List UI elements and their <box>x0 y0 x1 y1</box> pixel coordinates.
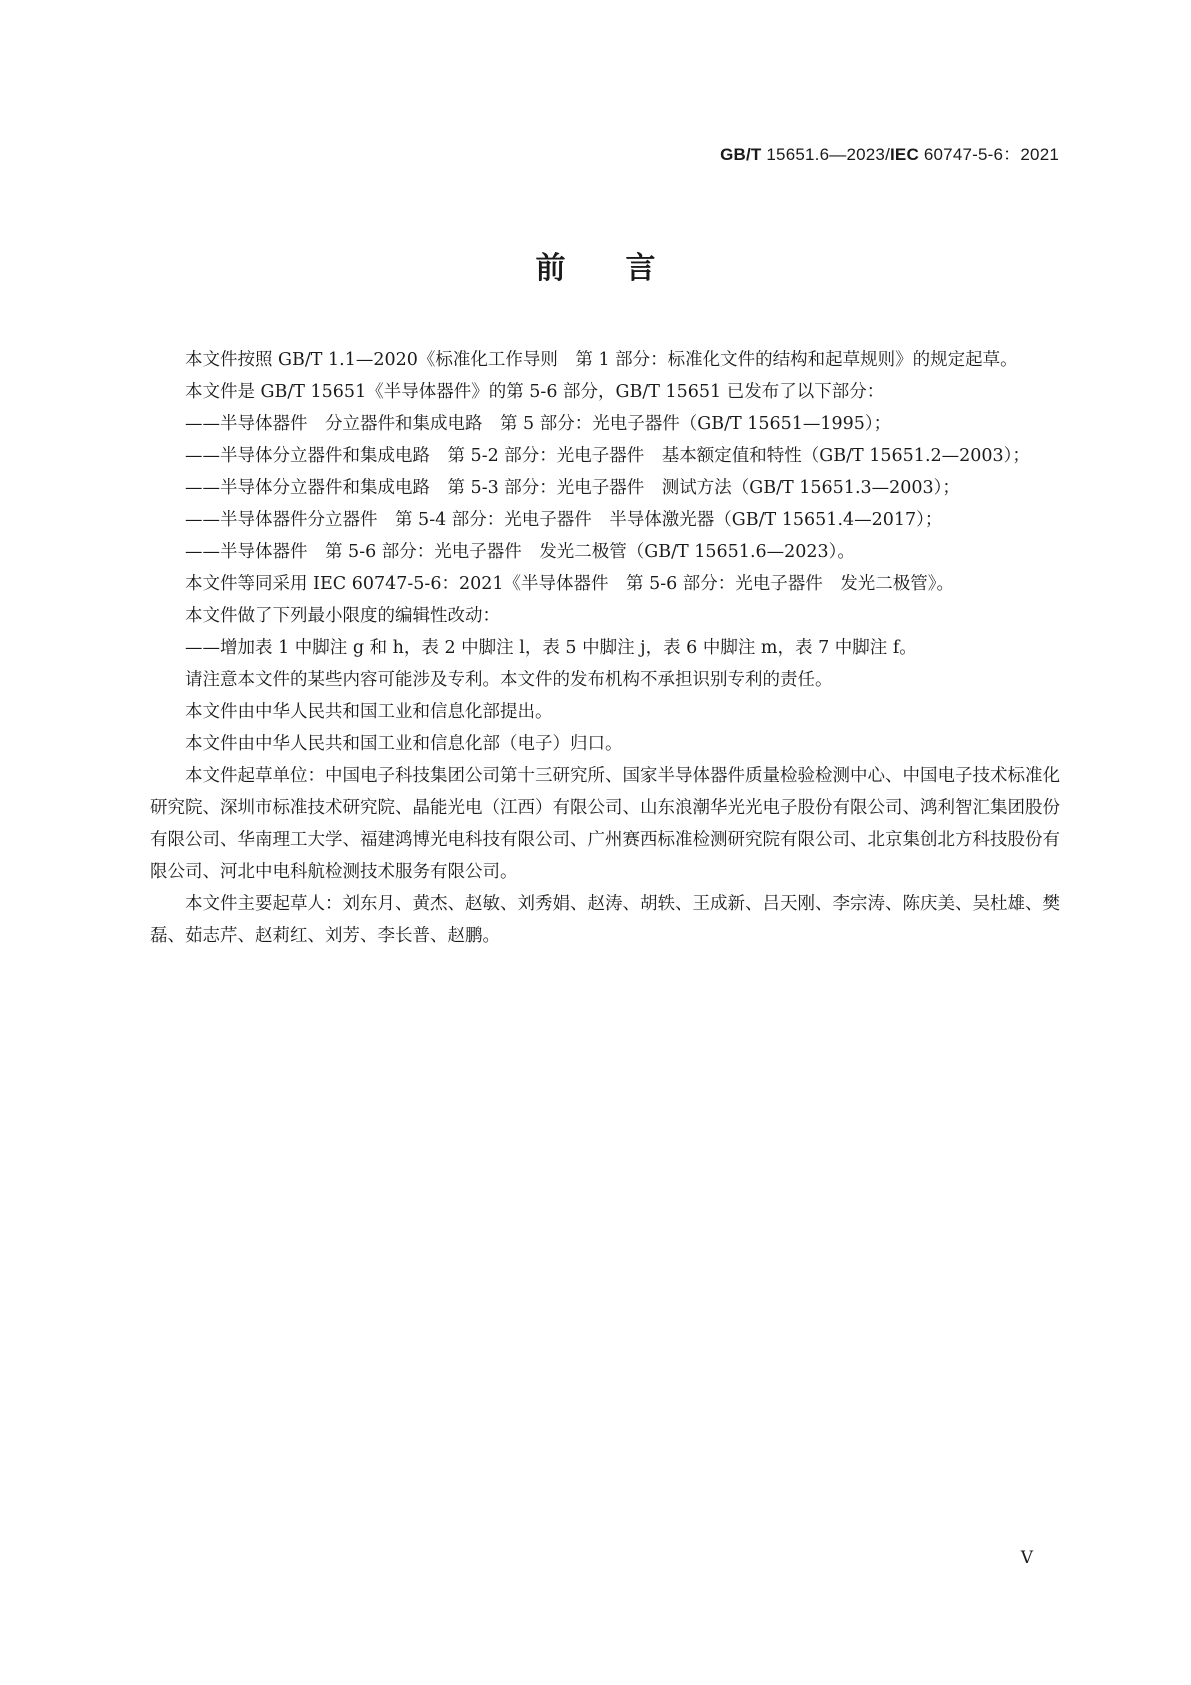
paragraph-centralized-by: 本文件由中华人民共和国工业和信息化部（电子）归口。 <box>185 734 623 754</box>
paragraph-patent-notice: 请注意本文件的某些内容可能涉及专利。本文件的发布机构不承担识别专利的责任。 <box>185 670 833 690</box>
paragraph-drafting-rules: 本文件按照 GB/T 1.1—2020《标准化工作导则 第 1 部分：标准化文件的结构和起草规则》的规定起草。 <box>185 350 1018 370</box>
list-item-part-5-2: ——半导体分立器件和集成电路 第 5-2 部分：光电子器件 基本额定值和特性（GB/T 15651.2—2003）； <box>185 446 1030 466</box>
foreword-body <box>150 344 1060 952</box>
paragraph-drafting-units: 本文件起草单位：中国电子科技集团公司第十三研究所、国家半导体器件质量检验检测中心、中国电子技术标准化研究院、深圳市标准技术研究院、晶能光电（江西）有限公司、山东浪潮华光光电子股份有限公司、鸿利智汇集团股份有限公司、华南理工大学、福建鸿博光电科技有限公司、广州赛西标准检测研究院有限公司、北京集创北方科技股份有限公司、河北中电科航检测技术服务有限公司。 <box>150 766 1060 882</box>
paragraph-adoption: 本文件等同采用 IEC 60747-5-6：2021《半导体器件 第 5-6 部分：光电子器件 发光二极管》。 <box>185 574 955 594</box>
paragraph-proposed-by: 本文件由中华人民共和国工业和信息化部提出。 <box>185 702 553 722</box>
iec-code-prefix: IEC <box>890 145 919 164</box>
list-item-part-5-3: ——半导体分立器件和集成电路 第 5-3 部分：光电子器件 测试方法（GB/T 15651.3—2003）； <box>185 478 960 498</box>
standard-number-header <box>720 140 1059 165</box>
page-title: 前言 <box>535 251 716 286</box>
list-item-edit-footnotes: ——增加表 1 中脚注 g 和 h，表 2 中脚注 l，表 5 中脚注 j，表 6 中脚注 m，表 7 中脚注 f。 <box>185 638 917 658</box>
iec-code-number: 60747-5-6：2021 <box>918 145 1059 164</box>
list-item-part-5-6: ——半导体器件 第 5-6 部分：光电子器件 发光二极管（GB/T 15651.6—2023）。 <box>185 542 855 562</box>
list-item-part-5: ——半导体器件 分立器件和集成电路 第 5 部分：光电子器件（GB/T 15651—1995）； <box>185 414 892 434</box>
standard-code-number: 15651.6—2023/ <box>761 145 890 164</box>
list-item-part-5-4: ——半导体器件分立器件 第 5-4 部分：光电子器件 半导体激光器（GB/T 15651.4—2017）； <box>185 510 943 530</box>
paragraph-drafters: 本文件主要起草人：刘东月、黄杰、赵敏、刘秀娟、赵涛、胡轶、王成新、吕天刚、李宗涛、陈庆美、吴杜雄、樊磊、茹志芹、赵莉红、刘芳、李长普、赵鹏。 <box>150 894 1060 946</box>
paragraph-series-intro: 本文件是 GB/T 15651《半导体器件》的第 5-6 部分，GB/T 15651 已发布了以下部分： <box>185 382 885 402</box>
paragraph-edits-intro: 本文件做了下列最小限度的编辑性改动： <box>185 606 500 626</box>
standard-code-prefix: GB/T <box>720 145 762 164</box>
page-number: V <box>1020 1548 1033 1568</box>
